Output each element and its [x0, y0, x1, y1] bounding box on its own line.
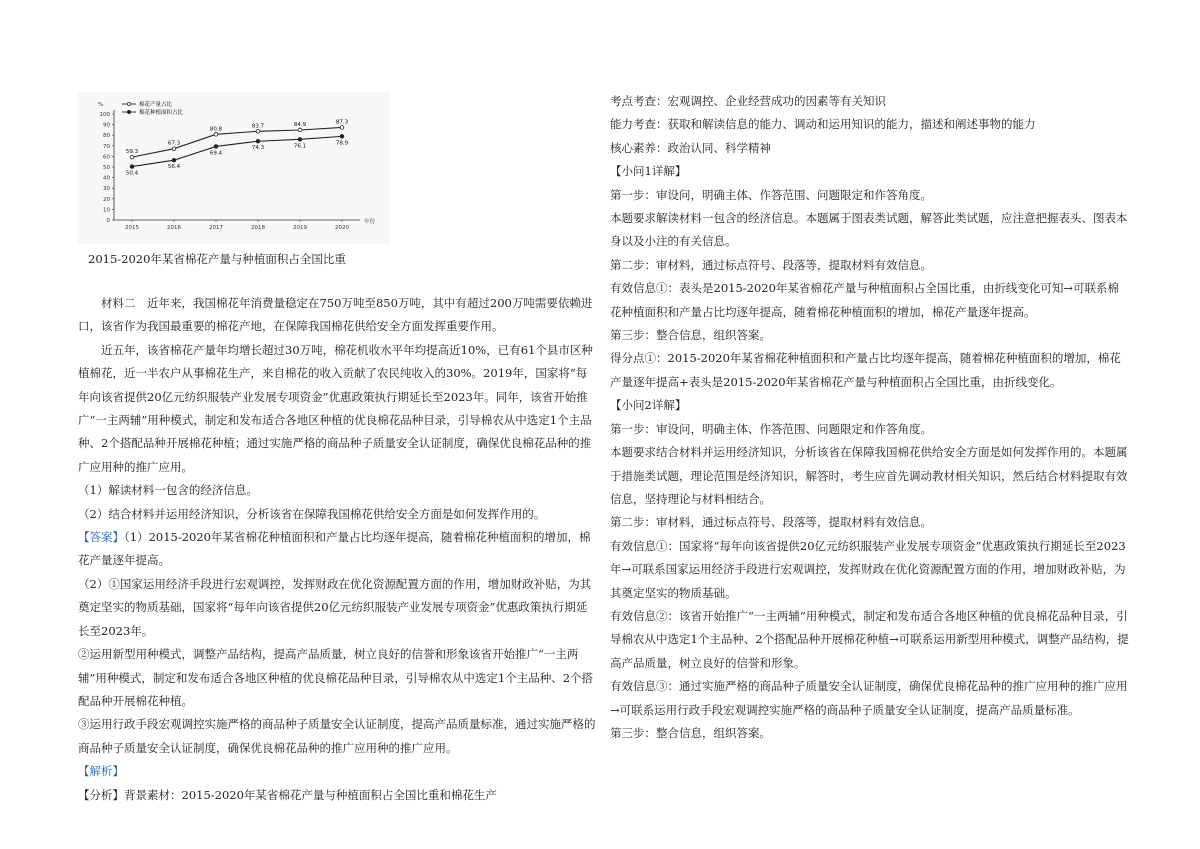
data-label: 59.3	[125, 149, 139, 156]
y-tick-label: 10	[103, 207, 110, 214]
question-2: （2）结合材料并运用经济知识，分析该省在保障我国棉花供给安全方面是如何发挥作用的。	[78, 506, 546, 521]
exam-point: 考点考查：宏观调控、企业经营成功的因素等有关知识	[610, 94, 886, 108]
data-point	[340, 126, 344, 130]
answer-2: （2）①国家运用经济手段进行宏观调控，发挥财政在优化资源配置方面的作用，增加财政补贴，为其奠定坚实的物质基础，国家将“每年向该省提供20亿元纺织服装产业发展专项资金”优惠政策执行期延长至2023年。	[78, 576, 592, 638]
data-label: 80.8	[209, 126, 223, 133]
series-line-0	[132, 127, 342, 157]
data-point	[298, 138, 302, 142]
y-tick-label: 60	[103, 154, 110, 161]
data-label: 69.4	[209, 150, 223, 157]
chart-caption: 2015-2020年某省棉花产量与种植面积占全国比重	[88, 252, 346, 266]
core-literacy: 核心素养：政治认同、科学精神	[610, 140, 771, 155]
data-point	[214, 133, 218, 137]
data-label: 83.7	[251, 123, 265, 130]
x-tick-label: 2017	[209, 225, 223, 231]
data-point	[298, 128, 302, 132]
step-3: 第三步：整合信息，组织答案。	[610, 328, 771, 343]
step-1b: 第一步：审设问，明确主体、作答范围、问题限定和作答角度。	[610, 421, 932, 436]
step-3b: 第三步：整合信息，组织答案。	[610, 725, 771, 740]
data-point	[130, 155, 134, 159]
effective-info-1b: 有效信息①：国家将“每年向该省提供20亿元纺织服装产业发展专项资金”优惠政策执行期延长至2023年→可联系国家运用经济手段进行宏观调控，发挥财政在优化资源配置方面的作用，增加财政补贴，为其奠定坚实的物质基础。	[610, 538, 1126, 600]
y-tick-label: 100	[99, 112, 110, 118]
data-label: 76.1	[293, 143, 307, 150]
effective-info-2b: 有效信息②：该省开始推广“一主两辅”用种模式，制定和发布适合各地区种植的优良棉花品种目录，引导棉农从中选定1个主品种、2个搭配品种开展棉花种植→可联系运用新型用种模式，调整产品结构，提高产品质量，树立良好的信誉和形象。	[610, 608, 1129, 670]
analysis-text: 【分析】背景素材：2015-2020年某省棉花产量与种植面积占全国比重和棉花生产	[78, 787, 497, 802]
data-label: 78.9	[335, 140, 349, 147]
y-tick-label: 90	[103, 122, 110, 129]
data-label: 56.4	[167, 164, 181, 171]
effective-info-1: 有效信息①：表头是2015-2020年某省棉花产量与种植面积占全国比重，由折线变化可知→可联系棉花种植面积和产量占比均逐年提高，随着棉花种植面积的增加，棉花产量逐年提高。	[610, 281, 1120, 319]
right-column	[610, 90, 1130, 745]
data-label: 67.3	[167, 140, 181, 147]
data-label: 87.3	[335, 119, 349, 126]
y-tick-label: 30	[103, 186, 110, 193]
series-line-1	[132, 136, 342, 166]
answer-tag: 【答案】	[78, 530, 124, 545]
data-label: 84.9	[293, 122, 307, 129]
material-two-paragraph-2: 近五年，该省棉花产量年均增长超过30万吨，棉花机收水平年均提高近10%，已有61个县市区种植棉花，近一半农户从事棉花生产，来自棉花的收入贡献了农民纯收入的30%。2019年，国家将“每年向该省提供20亿元纺织服装产业发展专项资金”优惠政策执行期延长至2023年。同年，该省开始推广“一主两辅”用种模式，制定和发布适合各地区种植的优良棉花品种目录，引导棉农从中选定1个主品种、2个搭配品种开展棉花种植；通过实施严格的商品种子质量安全认证制度，确保优良棉花品种的推广应用种的推广应用。	[78, 342, 593, 474]
step-1: 第一步：审设问，明确主体、作答范围、问题限定和作答角度。	[610, 187, 932, 202]
answer-4: ③运用行政手段宏观调控实施严格的商品种子质量安全认证制度，提高产品质量标准，通过实施严格的商品种子质量安全认证制度，确保优良棉花品种的推广应用种的推广应用。	[78, 717, 596, 755]
data-point	[256, 129, 260, 133]
data-point	[340, 135, 344, 139]
score-point-1: 得分点①：2015-2020年某省棉花种植面积和产量占比均逐年提高，随着棉花种植面积的增加，棉花产量逐年提高+表头是2015-2020年某省棉花产量与种植面积占全国比重，由折线变化。	[610, 351, 1121, 389]
step-1-detail: 本题要求解读材料一包含的经济信息。本题属于图表类试题，解答此类试题，应注意把握表头、图表本身以及小注的有关信息。	[610, 211, 1128, 249]
analysis-tag: 【解析】	[78, 764, 124, 779]
data-label: 50.4	[125, 170, 139, 177]
y-tick-label: 40	[103, 175, 110, 182]
sub-question-1-heading: 【小问1详解】	[610, 164, 687, 179]
x-axis-label: 年份	[364, 219, 376, 225]
data-point	[172, 158, 176, 162]
line-chart	[78, 92, 390, 244]
legend-label: 棉花种植面积占比	[139, 110, 184, 116]
x-tick-label: 2015	[125, 225, 139, 231]
legend-marker	[127, 102, 130, 105]
y-tick-label: 70	[103, 143, 110, 150]
data-point	[214, 145, 218, 149]
data-point	[130, 165, 134, 169]
sub-question-2-heading: 【小问2详解】	[610, 398, 687, 413]
x-tick-label: 2016	[167, 225, 181, 231]
effective-info-3b: 有效信息③：通过实施严格的商品种子质量安全认证制度，确保优良棉花品种的推广应用种的推广应用→可联系运用行政手段宏观调控实施严格的商品种子质量安全认证制度，提高产品质量标准。	[610, 679, 1128, 717]
x-tick-label: 2018	[251, 225, 265, 231]
y-tick-label: 0	[106, 218, 110, 224]
legend-marker	[127, 110, 130, 113]
y-tick-label: 50	[103, 165, 110, 171]
material-two-paragraph: 材料二 近年来，我国棉花年消费量稳定在750万吨至850万吨，其中有超过200万吨需要依赖进口，该省作为我国最重要的棉花产地，在保障我国棉花供给安全方面发挥重要作用。	[78, 296, 593, 334]
answer-1: 【答案】（1）2015-2020年某省棉花种植面积和产量占比均逐年提高，随着棉花种植面积的增加，棉花产量逐年提高。	[78, 530, 591, 568]
x-tick-label: 2019	[293, 225, 307, 231]
question-1: （1）解读材料一包含的经济信息。	[78, 483, 258, 498]
ability-point: 能力考查：获取和解读信息的能力、调动和运用知识的能力，描述和阐述事物的能力	[610, 117, 1036, 132]
y-tick-label: 80	[103, 133, 110, 140]
left-column	[78, 292, 598, 807]
chart-image	[78, 92, 390, 244]
data-label: 74.3	[251, 145, 265, 152]
y-axis-label: %	[98, 102, 104, 108]
y-tick-label: 20	[103, 196, 110, 203]
data-point	[172, 147, 176, 151]
step-2: 第二步：审材料，通过标点符号、段落等，提取材料有效信息。	[610, 257, 932, 272]
legend-label: 棉花产量占比	[139, 102, 173, 108]
step-1b-detail: 本题要求结合材料并运用经济知识，分析该省在保障我国棉花供给安全方面是如何发挥作用的。本题属于措施类试题，理论范围是经济知识，解答时，考生应首先调动教材相关知识，然后结合材料提取有效信息，坚持理论与材料相结合。	[610, 445, 1128, 506]
x-tick-label: 2020	[335, 225, 349, 231]
data-point	[256, 139, 260, 143]
step-2b: 第二步：审材料，通过标点符号、段落等，提取材料有效信息。	[610, 515, 932, 530]
answer-3: ②运用新型用种模式，调整产品结构，提高产品质量，树立良好的信誉和形象该省开始推广“一主两辅”用种模式，制定和发布适合各地区种植的优良棉花品种目录，引导棉农从中选定1个主品种、2个搭配品种开展棉花种植。	[78, 647, 594, 708]
